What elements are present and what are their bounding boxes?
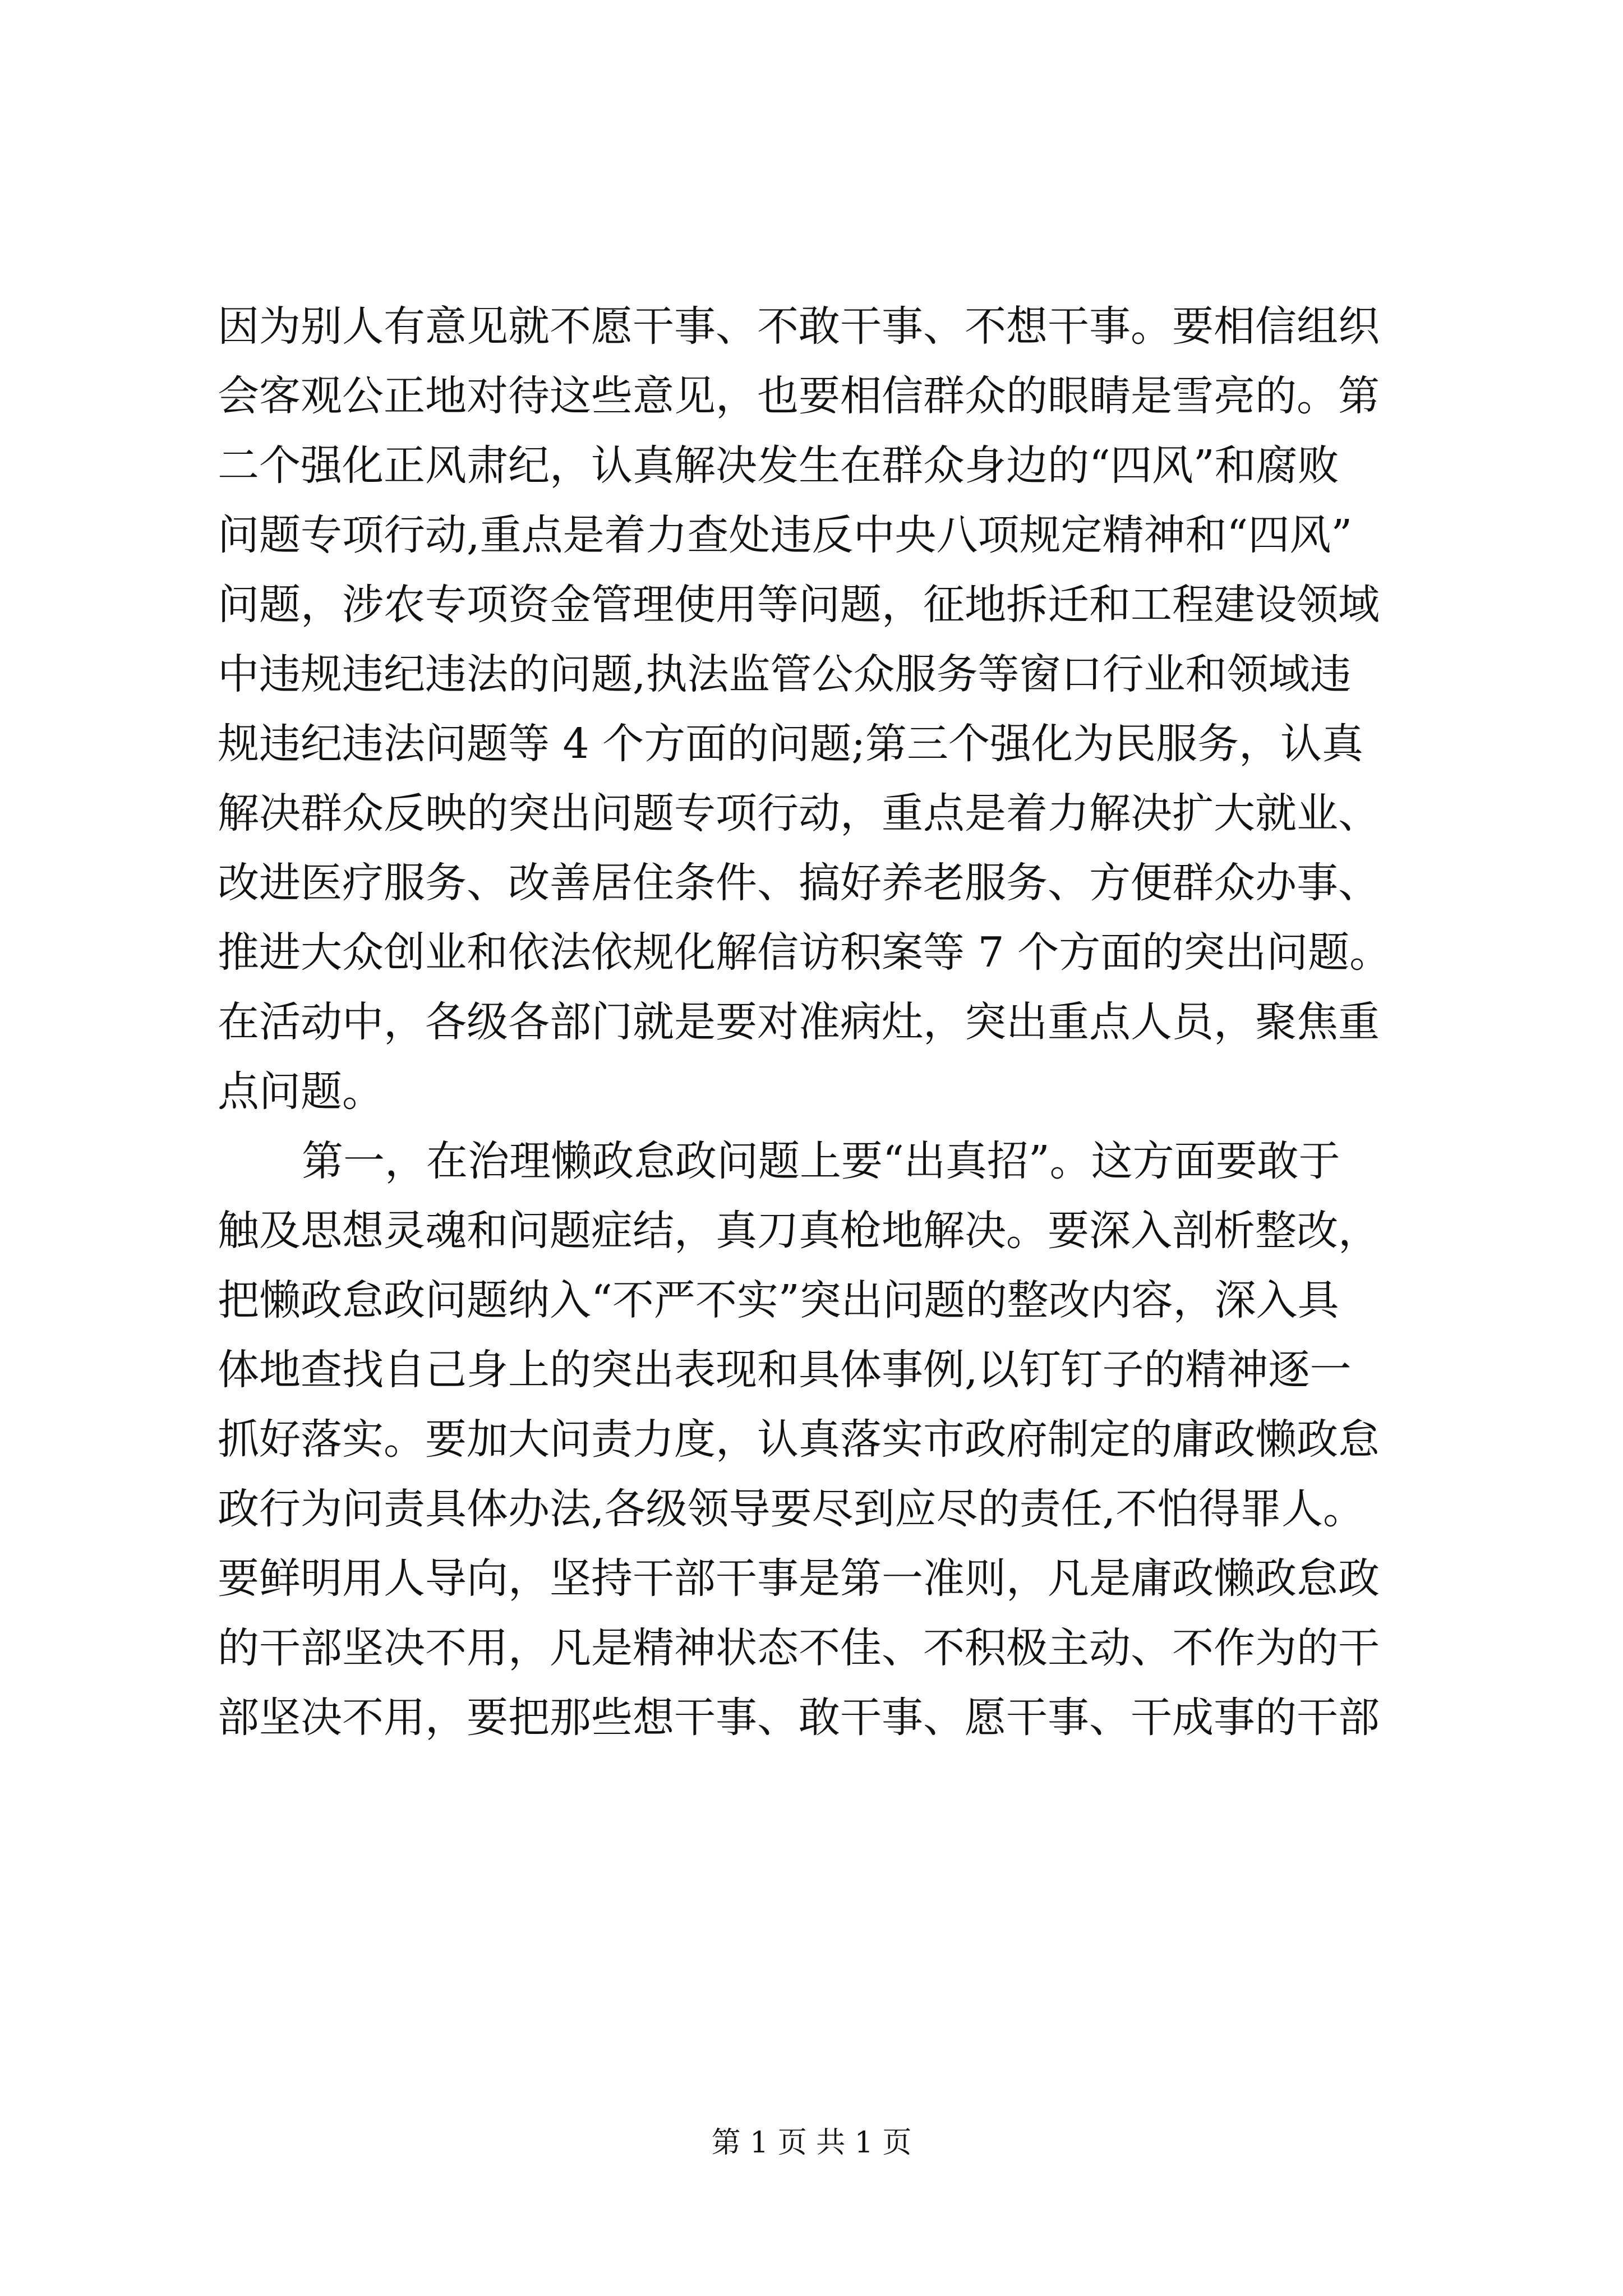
text-line: 要鲜明用人导向，坚持干部干事是第一准则，凡是庸政懒政怠政 [218,1554,1380,1603]
text-line: 的干部坚决不用，凡是精神状态不佳、不积极主动、不作为的干 [218,1624,1380,1672]
text-line: 把懒政怠政问题纳入“不严不实”突出问题的整改内容，深入具 [218,1276,1339,1324]
text-line: 触及思想灵魂和问题症结，真刀真枪地解决。要深入剖析整改， [218,1207,1380,1255]
text-line: 解决群众反映的突出问题专项行动，重点是着力解决扩大就业、 [218,789,1380,838]
body-text [218,292,1423,1752]
text-line: 问题，涉农专项资金管理使用等问题，征地拆迁和工程建设领域 [218,581,1380,629]
text-line: 改进医疗服务、改善居住条件、搞好养老服务、方便群众办事、 [218,859,1380,907]
text-line: 政行为问责具体办法,各级领导要尽到应尽的责任,不怕得罪人。 [218,1485,1365,1533]
text-line: 在活动中，各级各部门就是要对准病灶，突出重点人员，聚焦重 [218,998,1380,1046]
text-line: 规违纪违法问题等 4 个方面的问题;第三个强化为民服务，认真 [218,720,1364,768]
text-line: 会客观公正地对待这些意见，也要相信群众的眼睛是雪亮的。第 [218,372,1380,420]
text-line: 推进大众创业和依法依规化解信访积案等 7 个方面的突出问题。 [218,928,1391,977]
page-footer: 第 1 页 共 1 页 [711,2126,912,2160]
text-line: 因为别人有意见就不愿干事、不敢干事、不想干事。要相信组织 [218,302,1380,351]
text-line: 问题专项行动,重点是着力查处违反中央八项规定精神和“四风” [218,511,1353,559]
text-line: 体地查找自己身上的突出表现和具体事例,以钉钉子的精神逐一 [218,1346,1352,1394]
text-line: 二个强化正风肃纪，认真解决发生在群众身边的“四风”和腐败 [218,441,1339,490]
text-line: 抓好落实。要加大问责力度，认真落实市政府制定的庸政懒政怠 [218,1415,1380,1464]
text-line: 点问题。 [218,1068,384,1116]
text-line: 部坚决不用，要把那些想干事、敢干事、愿干事、干成事的干部 [218,1694,1380,1742]
text-line: 中违规违纪违法的问题,执法监管公众服务等窗口行业和领域违 [218,650,1352,698]
text-line: 第一，在治理懒政怠政问题上要“出真招”。这方面要敢于 [302,1137,1340,1185]
